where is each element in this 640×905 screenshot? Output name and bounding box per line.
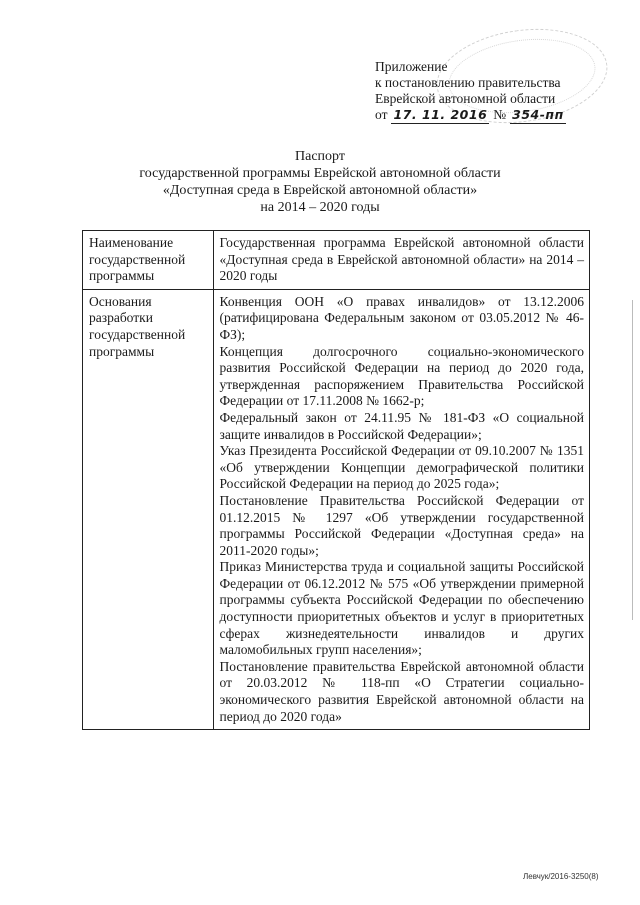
title-line-1: Паспорт (295, 149, 345, 164)
appendix-line-2: к постановлению правительства (375, 75, 561, 90)
title-line-2: государственной программы Еврейской автономной области (139, 166, 501, 181)
passport-title (0, 148, 640, 216)
scan-margin-line (632, 300, 633, 620)
row-value-cell (213, 289, 590, 729)
appendix-line-1: Приложение (375, 59, 448, 74)
appendix-block (375, 59, 566, 124)
table-row (83, 231, 590, 290)
from-prefix: от (375, 107, 388, 122)
row-value-cell (213, 231, 590, 290)
title-line-4: на 2014 – 2020 годы (260, 200, 380, 215)
legal-basis-item: Приказ Министерства труда и социальной защиты Российской Федерации от 06.12.2012 № 575 «Об утверждении примерной программы субъекта Российской Федерации по обеспечению доступности приоритетных объектов и услуг в приоритетных сферах жизнедеятельности инвалидов и других маломобильных групп населения»; (219, 559, 584, 658)
document-footer-code: Левчук/2016-3250(8) (523, 872, 599, 881)
appendix-line-3: Еврейской автономной области (375, 91, 556, 106)
legal-basis-item: Постановление Правительства Российской Федерации от 01.12.2015 № 1297 «Об утверждении государственной программы Российской Федерации «Доступная среда» на 2011-2020 годы»; (219, 492, 584, 558)
legal-basis-item: Конвенция ООН «О правах инвалидов» от 13.12.2006 (ратифицирована Федеральным законом от 03.05.2012 № 46-ФЗ); (219, 293, 584, 342)
passport-table (82, 230, 590, 730)
legal-basis-item: Концепция долгосрочного социально-экономического развития Российской Федерации на период до 2020 года, утвержденная распоряжением Правительства Российской Федерации от 17.11.2008 № 1662-р; (219, 343, 584, 409)
number-sign: № (493, 107, 507, 122)
handwritten-date: 17. 11. 2016 (393, 107, 488, 122)
legal-basis-item: Федеральный закон от 24.11.95 № 181-ФЗ «О социальной защите инвалидов в Российской Федерации»; (219, 409, 584, 442)
legal-basis-item: Постановление правительства Еврейской автономной области от 20.03.2012 № 118-пп «О Стратегии социально-экономического развития Еврейской автономной области на период до 2020 года» (219, 658, 584, 724)
handwritten-number: 354-пп (512, 107, 564, 122)
table-row (83, 289, 590, 729)
passport-table-body (83, 231, 590, 730)
appendix-reference-line (375, 107, 566, 124)
row-name-cell: Основания разработки государственной программы (83, 289, 214, 729)
title-line-3: «Доступная среда в Еврейской автономной области» (162, 183, 478, 198)
row-name-cell: Наименование государственной программы (83, 231, 214, 290)
legal-basis-item: Указ Президента Российской Федерации от 09.10.2007 № 1351 «Об утверждении Концепции демографической политики Российской Федерации на период до 2025 года»; (219, 443, 584, 492)
legal-basis-item: Государственная программа Еврейской автономной области «Доступная среда в Еврейской автономной области» на 2014 – 2020 годы (219, 235, 584, 284)
